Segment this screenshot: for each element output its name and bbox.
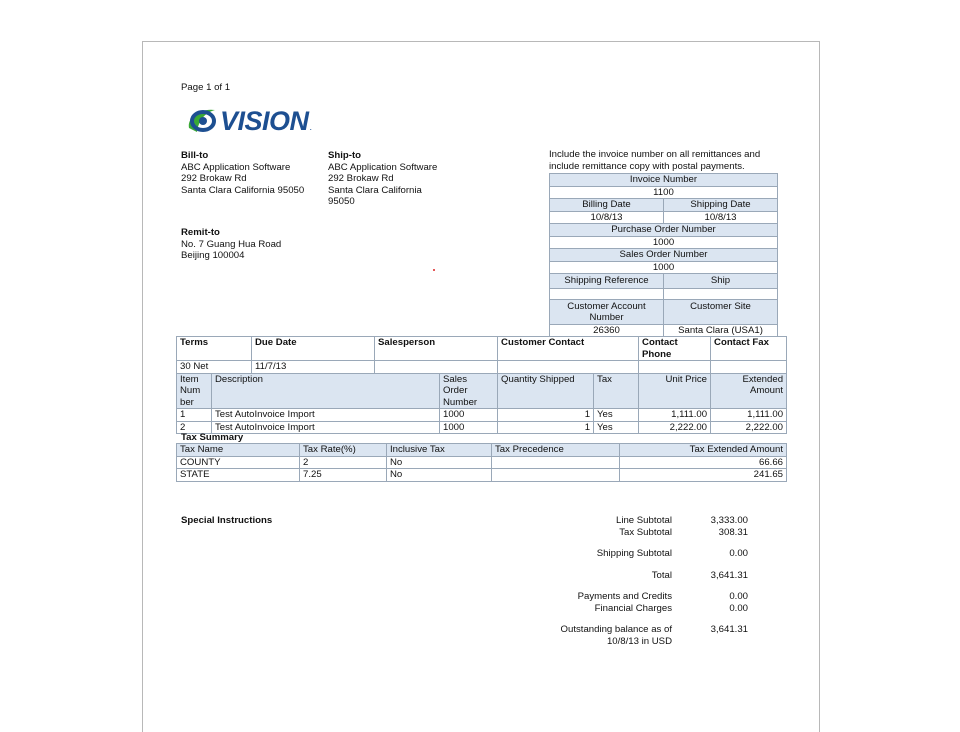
customer-contact-header: Customer Contact	[498, 337, 639, 361]
tax-name-header: Tax Name	[177, 444, 300, 457]
financial-charges-label: Financial Charges	[594, 602, 672, 614]
salesperson-header: Salesperson	[375, 337, 498, 361]
tax-extended-amount: 241.65	[620, 469, 787, 482]
item-tax: Yes	[594, 409, 639, 422]
terms-header: Terms	[177, 337, 252, 361]
bill-to-heading: Bill-to	[181, 150, 209, 161]
vision-logo-icon	[185, 106, 219, 136]
invoice-lines-table	[176, 336, 787, 434]
item-description: Test AutoInvoice Import	[212, 421, 440, 434]
unit-price-header: Unit Price	[639, 373, 711, 409]
billing-date-label: Billing Date	[550, 199, 664, 212]
customer-account: 26360	[550, 324, 664, 337]
due-date-header: Due Date	[252, 337, 375, 361]
remit-to-line: Beijing 100004	[181, 250, 245, 261]
remit-to-block	[181, 227, 331, 262]
po-number-label: Purchase Order Number	[550, 224, 778, 237]
so-number: 1000	[550, 261, 778, 274]
remit-to-heading: Remit-to	[181, 227, 220, 238]
terms-value: 30 Net	[177, 361, 252, 374]
bill-to-line: Santa Clara California 95050	[181, 184, 305, 196]
so-number-label: Sales Order Number	[550, 249, 778, 262]
outstanding-balance-label-line1: Outstanding balance as of	[560, 624, 672, 635]
customer-contact-value	[498, 361, 639, 374]
item-number-header: Item Num ber	[177, 373, 212, 409]
ship-to-line: Santa Clara California	[328, 184, 422, 196]
payments-credits-label: Payments and Credits	[577, 591, 672, 602]
item-tax: Yes	[594, 421, 639, 434]
ship-label: Ship	[664, 274, 778, 289]
invoice-number: 1100	[550, 186, 778, 199]
line-subtotal: 3,333.00	[710, 515, 748, 526]
tax-subtotal-label: Tax Subtotal	[619, 526, 672, 538]
shipping-subtotal-label: Shipping Subtotal	[596, 548, 672, 559]
invoice-info-table	[549, 173, 778, 337]
item-so-number: 1000	[440, 409, 498, 422]
item-qty: 1	[498, 409, 594, 422]
totals-table	[529, 515, 751, 647]
total-label: Total	[651, 569, 672, 581]
shipping-date-label: Shipping Date	[664, 199, 778, 212]
logo-mark: .	[309, 122, 313, 132]
total-value: 3,641.31	[710, 569, 748, 581]
shipping-reference-label: Shipping Reference	[550, 274, 664, 289]
item-number: 2	[177, 421, 212, 434]
inclusive-tax: No	[387, 469, 492, 482]
financial-charges: 0.00	[729, 602, 748, 614]
table-row	[177, 456, 787, 469]
tax-name: COUNTY	[177, 456, 300, 469]
customer-site-label: Customer Site	[664, 299, 778, 324]
item-unit-price: 2,222.00	[639, 421, 711, 434]
so-number-header: Sales Order Number	[440, 373, 498, 409]
payments-credits: 0.00	[729, 591, 748, 602]
page-number: Page 1 of 1	[181, 82, 231, 93]
customer-account-label: Customer Account Number	[550, 299, 664, 324]
remittance-note: Include the invoice number on all remittances and include remittance copy with postal payments.	[549, 149, 761, 172]
remit-to-line: No. 7 Guang Hua Road	[181, 238, 282, 250]
shipping-reference-value	[550, 288, 664, 299]
shipping-date: 10/8/13	[664, 211, 778, 224]
tax-extended-header: Tax Extended Amount	[620, 444, 787, 457]
tax-precedence	[492, 469, 620, 482]
lines-header-row	[177, 373, 787, 409]
invoice-number-label: Invoice Number	[550, 174, 778, 187]
invoice-page	[142, 41, 820, 732]
ship-to-line: ABC Application Software	[328, 161, 438, 173]
tax-rate: 7.25	[300, 469, 387, 482]
tax-header-row	[177, 444, 787, 457]
contact-fax-header: Contact Fax	[711, 337, 787, 361]
logo-text: VISION	[220, 105, 309, 136]
salesperson-value	[375, 361, 498, 374]
terms-row	[177, 361, 787, 374]
shipping-subtotal: 0.00	[729, 548, 748, 559]
terms-header-row	[177, 337, 787, 361]
inclusive-tax-header: Inclusive Tax	[387, 444, 492, 457]
ship-to-line: 95050	[328, 196, 355, 207]
tax-name: STATE	[177, 469, 300, 482]
po-number: 1000	[550, 236, 778, 249]
ship-to-block	[328, 150, 468, 208]
ship-to-line: 292 Brokaw Rd	[328, 173, 394, 184]
extended-amount-header: Extended Amount	[711, 373, 787, 409]
item-description: Test AutoInvoice Import	[212, 409, 440, 422]
tax-extended-amount: 66.66	[620, 456, 787, 469]
contact-phone-value	[639, 361, 711, 374]
special-instructions-heading: Special Instructions	[181, 515, 273, 526]
tax-subtotal: 308.31	[718, 526, 748, 538]
ship-to-heading: Ship-to	[328, 150, 362, 161]
tax-summary-title: Tax Summary	[181, 432, 244, 443]
description-header: Description	[212, 373, 440, 409]
tax-header: Tax	[594, 373, 639, 409]
bill-to-line: 292 Brokaw Rd	[181, 173, 247, 184]
bill-to-line: ABC Application Software	[181, 161, 291, 173]
tax-precedence	[492, 456, 620, 469]
qty-header: Quantity Shipped	[498, 373, 594, 409]
item-qty: 1	[498, 421, 594, 434]
stray-mark	[433, 269, 435, 271]
table-row	[177, 421, 787, 434]
bill-to-block	[181, 150, 321, 196]
tax-rate: 2	[300, 456, 387, 469]
contact-fax-value	[711, 361, 787, 374]
tax-summary-table	[176, 443, 787, 482]
vision-logo	[185, 105, 312, 137]
due-date-value: 11/7/13	[252, 361, 375, 374]
item-extended: 2,222.00	[711, 421, 787, 434]
outstanding-balance: 3,641.31	[710, 624, 748, 635]
table-row	[177, 469, 787, 482]
tax-rate-header: Tax Rate(%)	[300, 444, 387, 457]
outstanding-balance-label	[529, 624, 675, 647]
item-extended: 1,111.00	[711, 409, 787, 422]
contact-phone-header: Contact Phone	[639, 337, 711, 361]
ship-value	[664, 288, 778, 299]
item-so-number: 1000	[440, 421, 498, 434]
table-row	[177, 409, 787, 422]
inclusive-tax: No	[387, 456, 492, 469]
line-subtotal-label: Line Subtotal	[615, 515, 672, 526]
tax-precedence-header: Tax Precedence	[492, 444, 620, 457]
outstanding-balance-label-line2: 10/8/13 in USD	[606, 635, 672, 647]
customer-site: Santa Clara (USA1)	[664, 324, 778, 337]
billing-date: 10/8/13	[550, 211, 664, 224]
item-number: 1	[177, 409, 212, 422]
item-unit-price: 1,111.00	[639, 409, 711, 422]
